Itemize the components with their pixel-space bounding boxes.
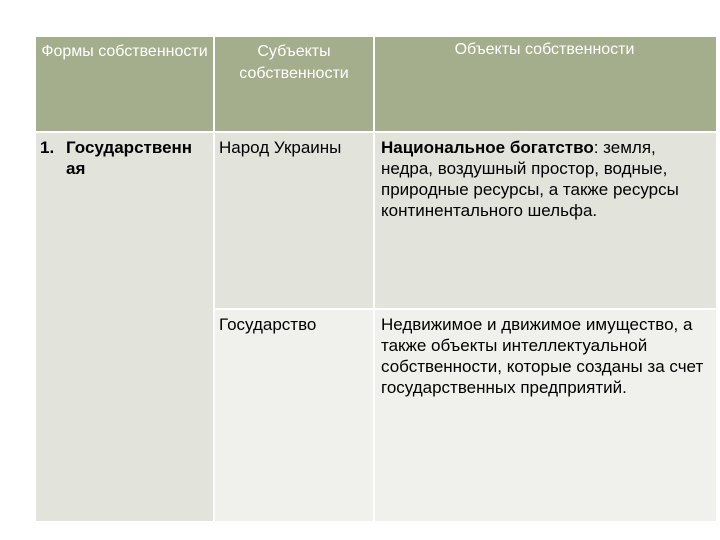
ownership-table	[36, 37, 712, 517]
form-name: Государственная	[66, 138, 193, 178]
object-text: : земля, недра, воздушный простор, водные, природные ресурсы, а также ресурсы континентального шельфа.	[381, 138, 679, 220]
object-state-property	[375, 310, 716, 521]
header-objects: Объекты собственности	[375, 37, 716, 131]
form-cell-state	[36, 133, 213, 521]
header-subjects: Субъекты собственности	[215, 37, 373, 131]
form-number: 1.	[40, 138, 55, 157]
object-bold-text: Национальное богатство	[381, 138, 594, 157]
subject-people: Народ Украины	[215, 133, 373, 308]
subject-state: Государство	[215, 310, 373, 521]
header-forms: Формы собственности	[36, 37, 213, 131]
object-text: Недвижимое и движимое имущество, а также объекты интеллектуальной собственности, которые созданы за счет государственных предприятий.	[381, 315, 704, 397]
object-national-wealth	[375, 133, 716, 308]
